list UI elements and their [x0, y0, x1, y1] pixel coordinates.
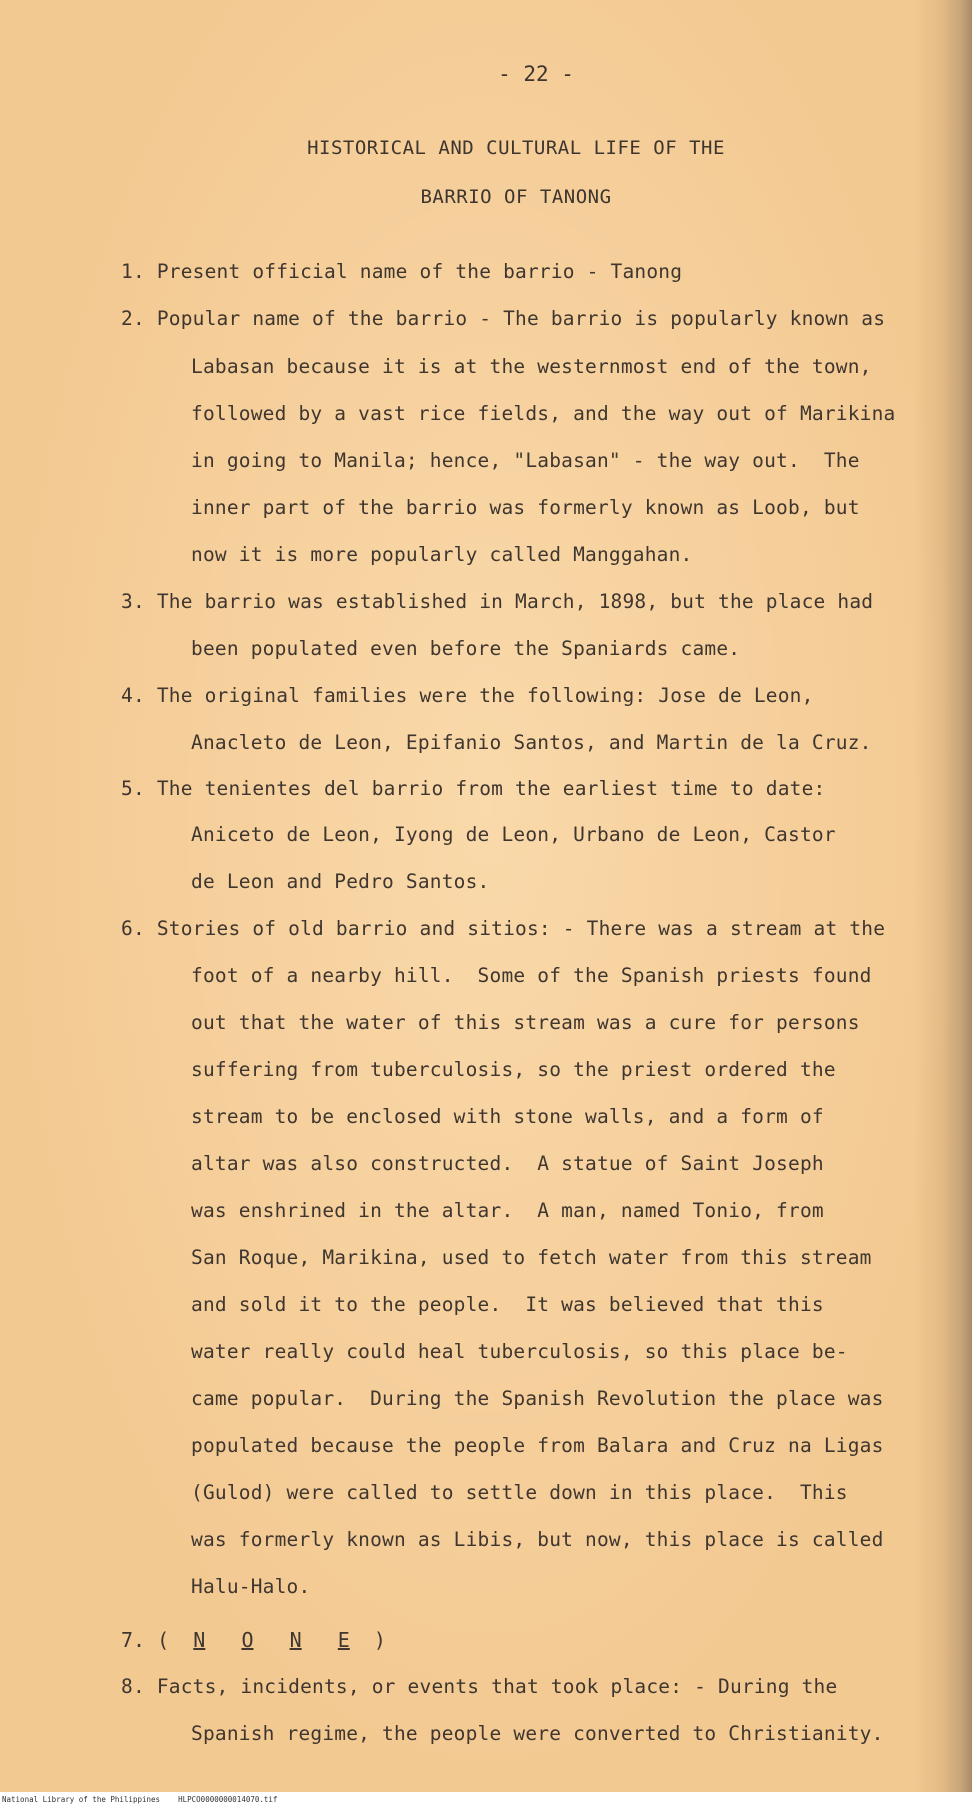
item-7-prefix: 7. (	[121, 1628, 170, 1652]
text-line: San Roque, Marikina, used to fetch water from this stream	[191, 1246, 872, 1269]
page-number: - 22 -	[498, 62, 574, 86]
text-line: 5. The tenientes del barrio from the earliest time to date:	[121, 777, 826, 800]
text-line: followed by a vast rice fields, and the way out of Marikina	[191, 402, 896, 425]
text-line: been populated even before the Spaniards came.	[191, 637, 741, 660]
text-line: in going to Manila; hence, "Labasan" - the way out. The	[191, 449, 860, 472]
text-line: de Leon and Pedro Santos.	[191, 870, 490, 893]
document-title-line-2: BARRIO OF TANONG	[420, 186, 612, 208]
text-line: populated because the people from Balara and Cruz na Ligas	[191, 1434, 884, 1457]
text-line: Aniceto de Leon, Iyong de Leon, Urbano de Leon, Castor	[191, 823, 836, 846]
text-line: now it is more popularly called Manggahan.	[191, 543, 693, 566]
text-line: foot of a nearby hill. Some of the Spanish priests found	[191, 964, 872, 987]
text-line: out that the water of this stream was a cure for persons	[191, 1011, 860, 1034]
text-line: and sold it to the people. It was believed that this	[191, 1293, 824, 1316]
text-line: was formerly known as Libis, but now, this place is called	[191, 1528, 884, 1551]
document-title-line-1: HISTORICAL AND CULTURAL LIFE OF THE	[307, 137, 725, 159]
item-7-letter: O	[241, 1628, 254, 1652]
text-line: inner part of the barrio was formerly known as Loob, but	[191, 496, 860, 519]
text-line: was enshrined in the altar. A man, named Tonio, from	[191, 1199, 824, 1222]
item-7-letter: N	[289, 1628, 302, 1652]
item-7-letter: E	[337, 1628, 350, 1652]
text-line: altar was also constructed. A statue of Saint Joseph	[191, 1152, 824, 1175]
item-7-line	[121, 1628, 386, 1652]
item-7-suffix: )	[373, 1628, 386, 1652]
text-line: 6. Stories of old barrio and sitios: - There was a stream at the	[121, 917, 886, 940]
text-line: Spanish regime, the people were converted to Christianity.	[191, 1722, 884, 1745]
text-line: 8. Facts, incidents, or events that took place: - During the	[121, 1675, 838, 1698]
text-line: water really could heal tuberculosis, so this place be-	[191, 1340, 848, 1363]
text-line: 3. The barrio was established in March, 1898, but the place had	[121, 590, 874, 613]
text-line: Halu-Halo.	[191, 1575, 311, 1598]
item-7-letter: N	[193, 1628, 206, 1652]
text-line: 1. Present official name of the barrio - Tanong	[121, 260, 683, 283]
scan-footer: National Library of the Philippines HLPCO0000000014070.tif	[0, 1792, 972, 1808]
text-line: 4. The original families were the following: Jose de Leon,	[121, 684, 814, 707]
text-line: (Gulod) were called to settle down in this place. This	[191, 1481, 848, 1504]
text-line: Anacleto de Leon, Epifanio Santos, and Martin de la Cruz.	[191, 731, 872, 754]
text-line: 2. Popular name of the barrio - The barrio is popularly known as	[121, 307, 886, 330]
text-line: stream to be enclosed with stone walls, and a form of	[191, 1105, 824, 1128]
text-line: Labasan because it is at the westernmost end of the town,	[191, 355, 872, 378]
text-line: suffering from tuberculosis, so the priest ordered the	[191, 1058, 836, 1081]
page-edge-shadow	[944, 0, 972, 1792]
text-line: came popular. During the Spanish Revolution the place was	[191, 1387, 884, 1410]
